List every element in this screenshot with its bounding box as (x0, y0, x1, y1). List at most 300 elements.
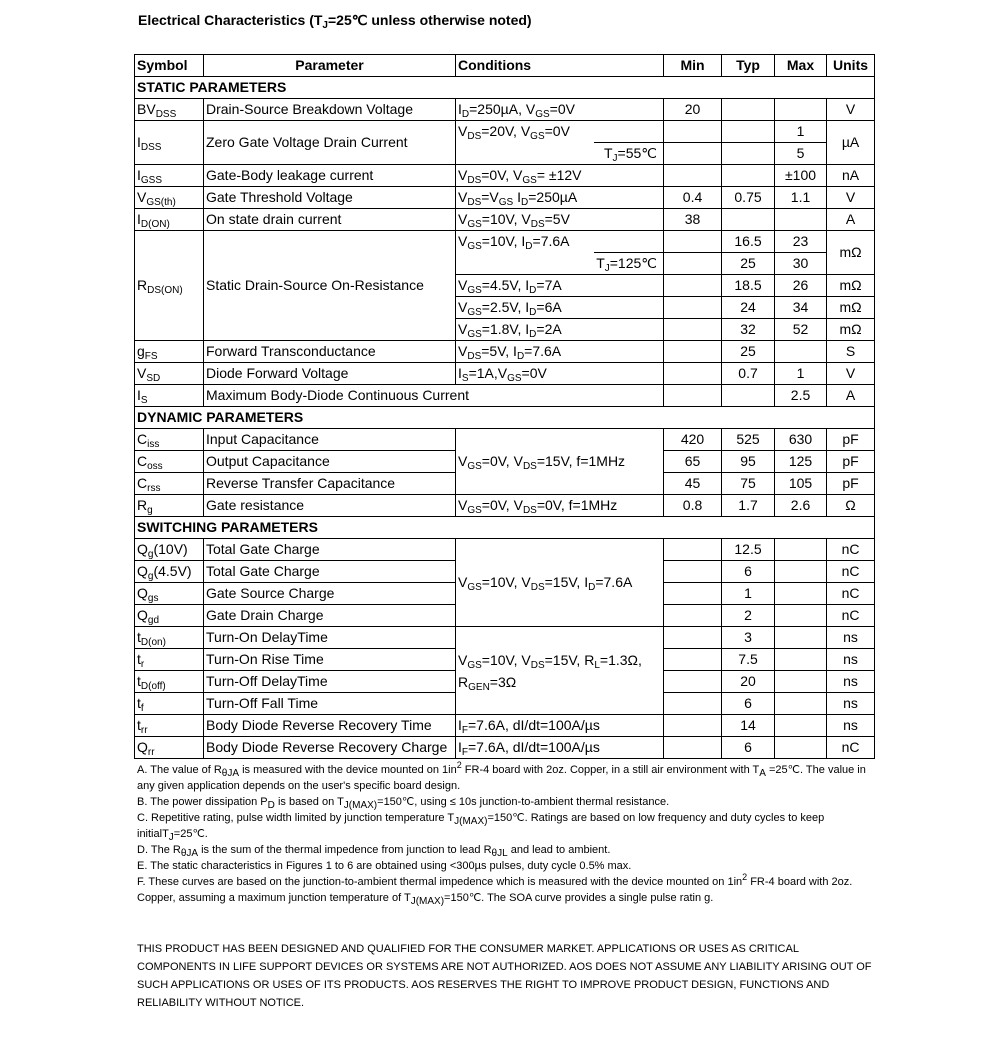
typ-cell: 0.75 (722, 187, 775, 209)
condition-text: V (458, 299, 468, 315)
symbol-cell: $R_g$ (135, 495, 204, 517)
condition-text: =15V, R (544, 651, 595, 668)
condition-line (458, 649, 661, 671)
max-cell: 1 (775, 121, 827, 143)
condition-text: =0V, f=1MHz (536, 497, 618, 513)
table-row (135, 627, 875, 649)
typ-cell (722, 143, 775, 165)
note-fragment: is the sum of the thermal impedence from junction to lead R (198, 844, 492, 856)
note-fragment: =25℃. The value in any given application depends on the user's specific board design. (137, 764, 866, 792)
condition-text: V (458, 123, 468, 139)
table-row (135, 165, 875, 187)
section-title: Electrical Characteristics ($T_J=25℃$ unless otherwise noted) (138, 12, 532, 31)
unit-cell: ns (827, 627, 875, 649)
max-cell (775, 539, 827, 561)
max-cell: 34 (775, 297, 827, 319)
unit-cell: A (827, 385, 875, 407)
condition-text: I (458, 739, 462, 755)
table-row (135, 429, 875, 451)
unit-cell: V (827, 187, 875, 209)
condition-subscript: GS (467, 241, 482, 252)
unit-cell: pF (827, 473, 875, 495)
symbol-cell: $C_{oss}$ (135, 451, 204, 473)
max-cell: 630 (775, 429, 827, 451)
condition-subscript: GS (507, 373, 522, 384)
condition-text: =6A (536, 299, 562, 315)
condition-text: =10V, V (481, 651, 531, 668)
condition-subscript: GS (467, 307, 482, 318)
note-fragment: =150℃. Ratings are based on low frequency and duty cycles to keep initialT (137, 812, 825, 840)
parameter-cell: Drain-Source Breakdown Voltage (204, 99, 456, 121)
condition-subscript: GS (467, 582, 482, 593)
typ-cell: 18.5 (722, 275, 775, 297)
note-fragment: D (267, 800, 275, 811)
unit-cell: µA (827, 121, 875, 165)
max-cell: 125 (775, 451, 827, 473)
note-fragment: J(MAX) (454, 816, 488, 827)
condition-text: =7.6A, dI/dt=100A/µs (468, 739, 600, 755)
parameter-cell: Turn-Off Fall Time (204, 693, 456, 715)
condition-text: =2.5V, I (481, 299, 530, 315)
condition-subscript: DS (467, 197, 482, 208)
condition-subscript: D (461, 109, 470, 120)
note-fragment: =150℃. The SOA curve provides a single pulse ratin g. (444, 892, 714, 904)
symbol-cell: $R_{DS(ON)}$ (135, 231, 204, 341)
symbol-cell: $t_{D(off)}$ (135, 671, 204, 693)
unit-cell: mΩ (827, 319, 875, 341)
condition-text: V (458, 277, 468, 293)
parameter-cell: Gate Threshold Voltage (204, 187, 456, 209)
condition-text: =7.6A (532, 233, 570, 249)
max-cell (775, 671, 827, 693)
condition-text: =5V, I (481, 343, 517, 359)
header-min: Min (664, 55, 722, 77)
condition-subscript: DS (467, 131, 482, 142)
condition-text: =250µA, V (469, 101, 536, 117)
min-cell (664, 627, 722, 649)
unit-cell: nC (827, 737, 875, 759)
parameter-cell: Gate resistance (204, 495, 456, 517)
condition-subscript: GS (522, 175, 537, 186)
parameter-cell: Gate-Body leakage current (204, 165, 456, 187)
condition-text: =4.5V, I (481, 277, 530, 293)
condition-cell (456, 319, 664, 341)
condition-text: =7.6A (524, 343, 562, 359)
symbol-cell: $I_{GSS}$ (135, 165, 204, 187)
parameter-cell: Maximum Body-Diode Continuous Current (204, 385, 664, 407)
note-c (137, 810, 877, 842)
max-cell (775, 583, 827, 605)
max-cell: ±100 (775, 165, 827, 187)
condition-text: V (458, 651, 468, 668)
note-e (137, 858, 877, 874)
typ-cell: 0.7 (722, 363, 775, 385)
min-cell (664, 253, 722, 275)
header-max: Max (775, 55, 827, 77)
max-cell: 52 (775, 319, 827, 341)
typ-cell: 1 (722, 583, 775, 605)
condition-cell (456, 495, 664, 517)
min-cell (664, 539, 722, 561)
min-cell (664, 297, 722, 319)
note-fragment: F. These curves are based on the junction-to-ambient thermal impedence which is measured with the device mounted on 1in (137, 876, 743, 888)
condition-subscript: S (461, 373, 469, 384)
min-cell: 38 (664, 209, 722, 231)
parameter-cell: Gate Source Charge (204, 583, 456, 605)
condition-text: =V (481, 189, 499, 205)
symbol-cell: $BV_{DSS}$ (135, 99, 204, 121)
condition-subscript: L (594, 659, 600, 671)
parameter-cell: Reverse Transfer Capacitance (204, 473, 456, 495)
condition-subscript: DS (530, 219, 545, 230)
note-fragment: E. The static characteristics in Figures 1 to 6 are obtained using <300µs pulses, duty cycle 0.5% max. (137, 860, 632, 872)
min-cell (664, 605, 722, 627)
symbol-cell: $g_{FS}$ (135, 341, 204, 363)
max-cell (775, 693, 827, 715)
note-fragment: D. The R (137, 844, 181, 856)
unit-cell: Ω (827, 495, 875, 517)
note-b (137, 794, 877, 810)
condition-text: =1.8V, I (481, 321, 530, 337)
symbol-cell: $I_{DSS}$ (135, 121, 204, 165)
max-cell (775, 737, 827, 759)
note-fragment: and lead to ambient. (507, 844, 611, 856)
condition-text: V (458, 233, 468, 249)
symbol-cell: $t_f$ (135, 693, 204, 715)
symbol-cell: $Q_{gs}$ (135, 583, 204, 605)
parameter-cell: Total Gate Charge (204, 561, 456, 583)
condition-cell (456, 297, 664, 319)
condition-text: =15V, f=1MHz (536, 453, 626, 469)
note-fragment: 2 (742, 872, 748, 882)
header-row (135, 55, 875, 77)
typ-cell: 7.5 (722, 649, 775, 671)
min-cell (664, 165, 722, 187)
symbol-cell: $Q_g(10V)$ (135, 539, 204, 561)
condition-cell (456, 253, 594, 275)
max-cell (775, 561, 827, 583)
typ-cell (722, 385, 775, 407)
condition-tj: $T_J=125℃$ (594, 253, 664, 275)
condition-subscript: GS (467, 505, 482, 516)
typ-cell: 6 (722, 561, 775, 583)
condition-text: I (458, 101, 462, 117)
parameter-cell: Turn-On Rise Time (204, 649, 456, 671)
condition-subscript: D (521, 197, 529, 208)
max-cell: 105 (775, 473, 827, 495)
unit-cell: nC (827, 561, 875, 583)
note-fragment: FR-4 board with 2oz. Copper, assuming a maximum junction temperature of T (137, 876, 853, 904)
condition-text: =0V (521, 365, 547, 381)
typ-cell (722, 165, 775, 187)
note-a (137, 762, 877, 794)
condition-text: I (458, 717, 462, 733)
header-symbol: Symbol (135, 55, 204, 77)
parameter-cell: Turn-On DelayTime (204, 627, 456, 649)
note-fragment: FR-4 board with 2oz. Copper, in a still air environment with T (461, 764, 760, 776)
table-row (135, 99, 875, 121)
condition-cell (456, 187, 664, 209)
unit-cell: pF (827, 429, 875, 451)
parameter-cell: Output Capacitance (204, 451, 456, 473)
disclaimer-text: THIS PRODUCT HAS BEEN DESIGNED AND QUALIFIED FOR THE CONSUMER MARKET. APPLICATIONS OR USES AS CRITICAL COMPONENTS IN LIFE SUPPORT DEVICES OR SYSTEMS ARE NOT AUTHORIZED. AOS DOES NOT ASSUME ANY LIABILITY ARISING OUT OF SUCH APPLICATIONS OR USES OF ITS PRODUCTS. AOS RESERVES THE RIGHT TO IMPROVE PRODUCT DESIGN, FUNCTIONS AND RELIABILITY WITHOUT NOTICE. (137, 943, 872, 1009)
condition-subscript: F (461, 725, 468, 736)
unit-cell: S (827, 341, 875, 363)
parameter-cell: Total Gate Charge (204, 539, 456, 561)
typ-cell: 25 (722, 253, 775, 275)
unit-cell: mΩ (827, 231, 875, 275)
typ-cell: 75 (722, 473, 775, 495)
condition-text: V (458, 189, 468, 205)
unit-cell: ns (827, 693, 875, 715)
condition-text: V (458, 343, 468, 359)
note-fragment: A. The value of R (137, 764, 222, 776)
condition-text: =7A (536, 277, 562, 293)
note-fragment: =150℃, using ≤ 10s junction-to-ambient thermal resistance. (377, 796, 670, 808)
condition-subscript: GS (535, 109, 550, 120)
header-typ: Typ (722, 55, 775, 77)
typ-cell: 6 (722, 737, 775, 759)
parameter-cell: Turn-Off DelayTime (204, 671, 456, 693)
header-conditions: Conditions (456, 55, 664, 77)
condition-subscript: GS (530, 131, 545, 142)
condition-cell (456, 209, 664, 231)
condition-text: =20V, V (481, 123, 531, 139)
max-cell (775, 209, 827, 231)
parameter-cell: Body Diode Reverse Recovery Charge (204, 737, 456, 759)
min-cell (664, 561, 722, 583)
note-fragment: B. The power dissipation P (137, 796, 268, 808)
unit-cell: ns (827, 649, 875, 671)
condition-text: =0V (549, 101, 575, 117)
unit-cell: V (827, 363, 875, 385)
note-fragment: θJA (221, 768, 240, 779)
condition-text: =250µA (528, 189, 578, 205)
parameter-cell: Gate Drain Charge (204, 605, 456, 627)
condition-text: =5V (544, 211, 570, 227)
max-cell: 30 (775, 253, 827, 275)
condition-subscript: DS (467, 175, 482, 186)
condition-subscript: DS (530, 659, 545, 671)
condition-cell (456, 737, 664, 759)
condition-cell (456, 275, 664, 297)
condition-cell (456, 165, 664, 187)
symbol-cell: $Q_{gd}$ (135, 605, 204, 627)
table-row (135, 737, 875, 759)
note-fragment: J(MAX) (343, 800, 378, 811)
max-cell (775, 649, 827, 671)
unit-cell: nC (827, 539, 875, 561)
condition-line (458, 671, 661, 693)
condition-subscript: GS (467, 659, 482, 671)
condition-subscript: D (529, 285, 537, 296)
min-cell (664, 693, 722, 715)
min-cell: 65 (664, 451, 722, 473)
condition-cell (456, 715, 664, 737)
parameter-cell: Forward Transconductance (204, 341, 456, 363)
condition-text: =0V, V (481, 167, 523, 183)
note-fragment: A (759, 768, 766, 779)
condition-cell (456, 99, 664, 121)
condition-text: V (458, 211, 468, 227)
parameter-cell: Input Capacitance (204, 429, 456, 451)
typ-cell: 20 (722, 671, 775, 693)
condition-subscript: D (525, 241, 533, 252)
table-row (135, 187, 875, 209)
note-fragment: 2 (456, 760, 462, 770)
typ-cell (722, 209, 775, 231)
unit-cell: pF (827, 451, 875, 473)
note-f (137, 874, 877, 906)
table-row (135, 209, 875, 231)
min-cell (664, 275, 722, 297)
table-row (135, 121, 875, 143)
typ-cell: 32 (722, 319, 775, 341)
parameter-cell: Diode Forward Voltage (204, 363, 456, 385)
condition-text: R (458, 673, 469, 690)
unit-cell: nA (827, 165, 875, 187)
typ-cell: 525 (722, 429, 775, 451)
condition-subscript: F (461, 747, 468, 758)
max-cell (775, 627, 827, 649)
table-row (135, 539, 875, 561)
max-cell: 2.6 (775, 495, 827, 517)
symbol-cell: $t_{D(on)}$ (135, 627, 204, 649)
symbol-cell: $V_{GS(th)}$ (135, 187, 204, 209)
unit-cell: nC (827, 605, 875, 627)
note-fragment: =25℃. (173, 828, 208, 840)
max-cell (775, 605, 827, 627)
max-cell: 23 (775, 231, 827, 253)
header-parameter: Parameter (204, 55, 456, 77)
condition-text: =10V, I (481, 233, 526, 249)
typ-cell: 14 (722, 715, 775, 737)
typ-cell (722, 121, 775, 143)
condition-text: V (458, 321, 468, 337)
min-cell (664, 583, 722, 605)
electrical-characteristics-table (134, 54, 875, 759)
typ-cell: 1.7 (722, 495, 775, 517)
min-cell: 0.4 (664, 187, 722, 209)
condition-subscript: GS (498, 197, 514, 208)
table-row (135, 341, 875, 363)
condition-text: =15V, I (544, 574, 589, 590)
condition-cell (456, 539, 664, 627)
min-cell (664, 143, 722, 165)
parameter-cell: On state drain current (204, 209, 456, 231)
unit-cell: A (827, 209, 875, 231)
unit-cell: mΩ (827, 275, 875, 297)
condition-cell (456, 341, 664, 363)
unit-cell: ns (827, 715, 875, 737)
condition-subscript: D (529, 307, 537, 318)
section-static: STATIC PARAMETERS (135, 77, 875, 99)
note-fragment: J(MAX) (410, 896, 445, 907)
note-fragment: θJA (180, 848, 199, 859)
table-row (135, 231, 875, 253)
table-row (135, 385, 875, 407)
condition-text: =7.6A, dI/dt=100A/µs (468, 717, 600, 733)
condition-text: V (458, 574, 468, 590)
min-cell (664, 121, 722, 143)
condition-cell (456, 429, 664, 495)
table-row (135, 495, 875, 517)
condition-cell (456, 231, 664, 253)
max-cell: 26 (775, 275, 827, 297)
condition-tj: $T_J=55℃$ (594, 143, 664, 165)
typ-cell: 6 (722, 693, 775, 715)
condition-subscript: DS (467, 351, 482, 362)
condition-text: V (458, 167, 468, 183)
section-switching: SWITCHING PARAMETERS (135, 517, 875, 539)
typ-cell: 24 (722, 297, 775, 319)
condition-subscript: DS (530, 582, 545, 593)
condition-subscript: GS (467, 329, 482, 340)
typ-cell: 95 (722, 451, 775, 473)
condition-text: =10V, V (481, 574, 531, 590)
symbol-cell: $Q_{rr}$ (135, 737, 204, 759)
note-fragment: C. Repetitive rating, pulse width limited by junction temperature T (137, 812, 455, 824)
condition-cell (456, 143, 594, 165)
condition-subscript: D (588, 582, 596, 593)
note-fragment: J (168, 832, 174, 843)
condition-text: V (458, 453, 468, 469)
symbol-cell: $V_{SD}$ (135, 363, 204, 385)
min-cell: 45 (664, 473, 722, 495)
min-cell (664, 737, 722, 759)
condition-text: I (458, 365, 462, 381)
unit-cell: nC (827, 583, 875, 605)
symbol-cell: $I_S$ (135, 385, 204, 407)
max-cell (775, 341, 827, 363)
condition-text: I (513, 189, 521, 205)
typ-cell: 16.5 (722, 231, 775, 253)
note-fragment: θJL (491, 848, 508, 859)
condition-text: =3Ω (489, 673, 517, 690)
condition-text: V (458, 497, 468, 513)
symbol-cell: $t_{rr}$ (135, 715, 204, 737)
min-cell (664, 385, 722, 407)
table-row (135, 363, 875, 385)
condition-subscript: DS (522, 505, 537, 516)
table-row (135, 715, 875, 737)
symbol-cell: $C_{rss}$ (135, 473, 204, 495)
condition-subscript: DS (522, 461, 537, 472)
min-cell (664, 341, 722, 363)
condition-text: =0V (544, 123, 570, 139)
condition-text: =10V, V (481, 211, 531, 227)
condition-text: = ±12V (536, 167, 582, 183)
condition-subscript: GS (467, 219, 482, 230)
max-cell: 1 (775, 363, 827, 385)
parameter-cell: Zero Gate Voltage Drain Current (204, 121, 456, 165)
typ-cell: 25 (722, 341, 775, 363)
min-cell (664, 715, 722, 737)
parameter-cell: Body Diode Reverse Recovery Time (204, 715, 456, 737)
condition-subscript: GS (467, 285, 482, 296)
note-fragment: is measured with the device mounted on 1in (239, 764, 457, 776)
condition-subscript: GEN (468, 681, 490, 693)
min-cell: 420 (664, 429, 722, 451)
condition-text: =0V, V (481, 453, 523, 469)
condition-cell (456, 363, 664, 385)
condition-cell (456, 627, 664, 715)
condition-text: =2A (536, 321, 562, 337)
max-cell (775, 99, 827, 121)
max-cell (775, 715, 827, 737)
footnotes (137, 762, 877, 906)
condition-subscript: D (529, 329, 537, 340)
